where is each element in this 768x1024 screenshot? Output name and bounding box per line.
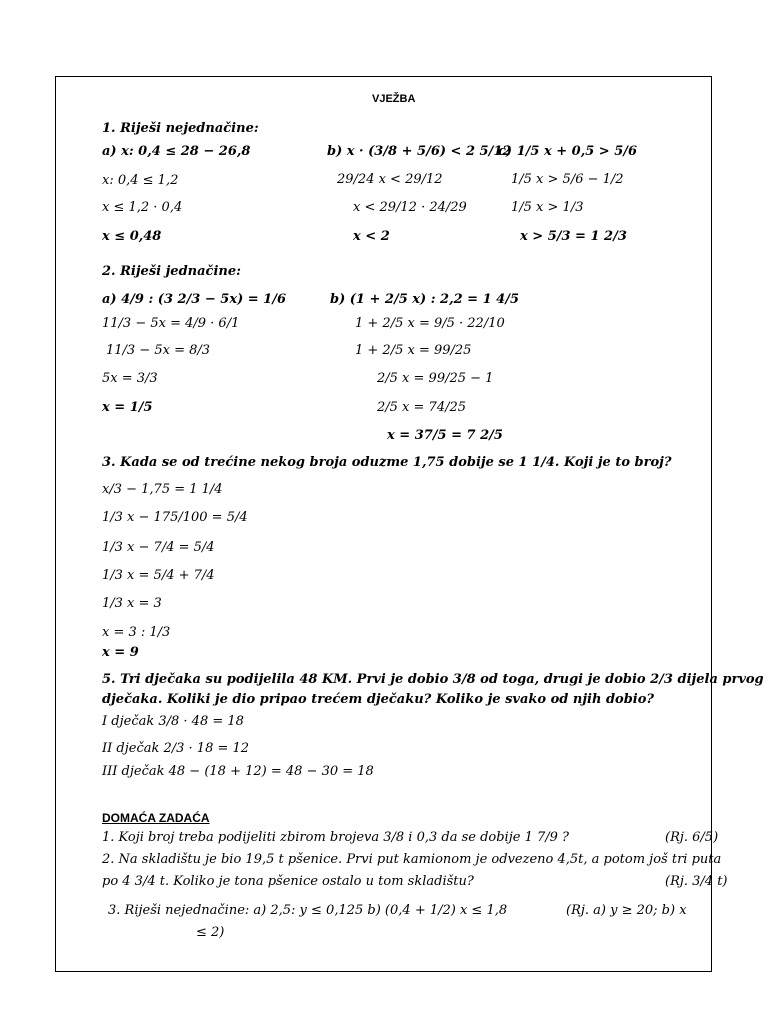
math-line: x = 3 : 1/3 xyxy=(102,625,171,640)
math-line: II dječak 2/3 · 18 = 12 xyxy=(102,741,250,756)
math-line: 1/3 x − 7/4 = 5/4 xyxy=(102,540,215,555)
page-title: VJEŽBA xyxy=(372,93,416,105)
math-line: x > 5/3 = 1 2/3 xyxy=(520,229,627,244)
math-line: x/3 − 1,75 = 1 1/4 xyxy=(102,482,223,497)
math-line: 1/5 x > 1/3 xyxy=(511,200,584,215)
math-line: a) 4/9 : (3 2/3 − 5x) = 1/6 xyxy=(102,292,287,307)
math-line: dječaka. Koliki je dio pripao trećem dječaku? Koliko je svako od njih dobio? xyxy=(102,692,655,707)
math-line: 3. Kada se od trećine nekog broja oduzme 1,75 dobije se 1 1/4. Koji je to broj? xyxy=(102,455,672,470)
math-line: x = 37/5 = 7 2/5 xyxy=(387,428,503,443)
math-line: (Rj. a) y ≥ 20; b) x xyxy=(566,903,687,918)
math-line: x = 1/5 xyxy=(102,400,153,415)
math-line: x = 9 xyxy=(102,645,139,660)
math-line: a) x: 0,4 ≤ 28 − 26,8 xyxy=(102,144,251,159)
math-line: x ≤ 1,2 · 0,4 xyxy=(102,200,183,215)
math-line: 5x = 3/3 xyxy=(102,371,158,386)
math-line: (Rj. 3/4 t) xyxy=(665,874,728,889)
math-line: 1/3 x = 3 xyxy=(102,596,162,611)
math-line: po 4 3/4 t. Koliko je tona pšenice ostalo u tom skladištu? xyxy=(102,874,474,889)
math-line: b) x · (3/8 + 5/6) < 2 5/12 xyxy=(327,144,512,159)
math-line: 1/3 x − 175/100 = 5/4 xyxy=(102,510,248,525)
math-line: 1/3 x = 5/4 + 7/4 xyxy=(102,568,215,583)
math-line: x ≤ 0,48 xyxy=(102,229,162,244)
math-line: ≤ 2) xyxy=(196,925,225,940)
math-line: 1 + 2/5 x = 99/25 xyxy=(355,343,472,358)
math-line: 1 + 2/5 x = 9/5 · 22/10 xyxy=(355,316,505,331)
math-line: 5. Tri dječaka su podijelila 48 KM. Prvi je dobio 3/8 od toga, drugi je dobio 2/3 dijela prvog xyxy=(102,672,764,687)
math-line: 1/5 x > 5/6 − 1/2 xyxy=(511,172,624,187)
math-line: 11/3 − 5x = 8/3 xyxy=(106,343,211,358)
math-line: x < 2 xyxy=(353,229,390,244)
math-line: III dječak 48 − (18 + 12) = 48 − 30 = 18 xyxy=(102,764,374,779)
math-line: 2/5 x = 99/25 − 1 xyxy=(377,371,494,386)
math-line: 3. Riješi nejednačine: a) 2,5: y ≤ 0,125 b) (0,4 + 1/2) x ≤ 1,8 xyxy=(108,903,508,918)
math-line: 1. Riješi nejednačine: xyxy=(102,121,259,136)
homework-heading: DOMAĆA ZADAĆA xyxy=(102,811,210,825)
math-line: 2/5 x = 74/25 xyxy=(377,400,467,415)
math-line: c) 1/5 x + 0,5 > 5/6 xyxy=(498,144,638,159)
math-line: I dječak 3/8 · 48 = 18 xyxy=(102,714,244,729)
math-line: 2. Riješi jednačine: xyxy=(102,264,241,279)
math-line: 11/3 − 5x = 4/9 · 6/1 xyxy=(102,316,240,331)
math-line: 1. Koji broj treba podijeliti zbirom brojeva 3/8 i 0,3 da se dobije 1 7/9 ? xyxy=(102,830,569,845)
math-line: 29/24 x < 29/12 xyxy=(337,172,443,187)
math-line: (Rj. 6/5) xyxy=(665,830,719,845)
math-line: 2. Na skladištu je bio 19,5 t pšenice. Prvi put kamionom je odvezeno 4,5t, a potom još tri puta xyxy=(102,852,722,867)
math-line: b) (1 + 2/5 x) : 2,2 = 1 4/5 xyxy=(330,292,519,307)
math-line: x: 0,4 ≤ 1,2 xyxy=(102,173,179,188)
math-line: x < 29/12 · 24/29 xyxy=(353,200,467,215)
